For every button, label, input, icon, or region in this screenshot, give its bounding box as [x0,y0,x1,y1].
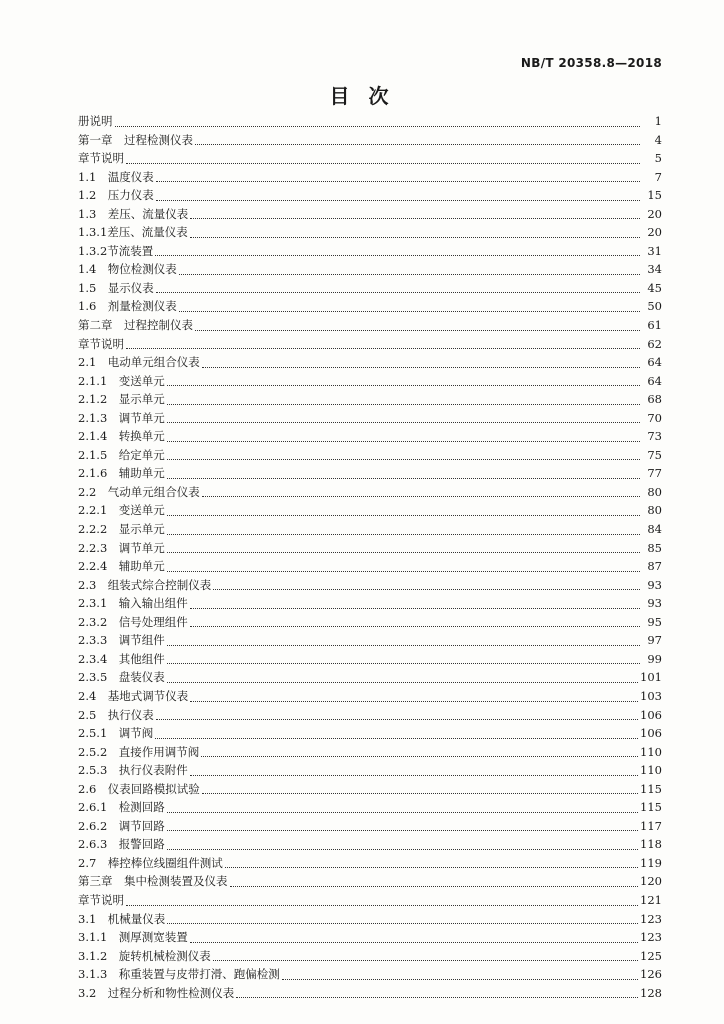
toc-leader-dots [201,756,638,757]
toc-leader-dots [167,459,640,460]
toc-leader-dots [179,311,640,312]
toc-entry[interactable] [72,520,662,539]
toc-leader-dots [202,496,640,497]
toc-leader-dots [190,218,640,219]
toc-entry-label: 1.3.1差压、流量仪表 [78,225,188,240]
toc-entry-page-number: 85 [647,540,662,555]
toc-entry[interactable] [72,316,662,335]
toc-entry[interactable] [72,557,662,576]
toc-entry-page-number: 99 [647,651,662,666]
toc-leader-dots [155,738,638,739]
toc-entry[interactable] [72,501,662,520]
toc-leader-dots [225,867,638,868]
toc-entry-label: 2.2 气动单元组合仪表 [78,484,200,499]
toc-entry-page-number: 128 [640,985,662,1000]
toc-entry[interactable] [72,706,662,725]
toc-entry-label: 2.1.1 变送单元 [78,373,165,388]
toc-entry-page-number: 123 [640,930,662,945]
toc-entry-label: 2.5 执行仪表 [78,707,154,722]
toc-entry-label: 2.5.1 调节阀 [78,726,154,741]
toc-entry[interactable] [72,427,662,446]
toc-entry-page-number: 126 [640,967,662,982]
toc-entry[interactable] [72,168,662,187]
toc-leader-dots [202,367,640,368]
toc-entry-page-number: 97 [647,633,662,648]
toc-entry-label: 章节说明 [78,336,124,351]
toc-entry[interactable] [72,891,662,910]
toc-entry-label: 2.6.2 调节回路 [78,818,165,833]
toc-entry-label: 2.3.1 输入输出组件 [78,596,188,611]
toc-entry-label: 2.6.3 报警回路 [78,837,165,852]
toc-entry[interactable] [72,279,662,298]
toc-entry-page-number: 101 [640,670,662,685]
toc-entry-page-number: 115 [640,781,662,796]
toc-leader-dots [126,163,640,164]
toc-leader-dots [167,422,640,423]
toc-leader-dots [167,645,640,646]
toc-entry[interactable] [72,872,662,891]
toc-entry[interactable] [72,613,662,632]
toc-entry-page-number: 106 [640,707,662,722]
toc-leader-dots [213,960,638,961]
toc-leader-dots [282,979,638,980]
toc-entry-page-number: 93 [647,577,662,592]
toc-entry-page-number: 20 [647,206,662,221]
toc-entry-label: 3.1.2 旋转机械检测仪表 [78,948,211,963]
toc-leader-dots [167,385,640,386]
toc-entry[interactable] [72,780,662,799]
toc-entry-page-number: 62 [647,336,662,351]
toc-entry-label: 1.3.2节流装置 [78,243,154,258]
toc-entry[interactable] [72,576,662,595]
toc-entry-page-number: 121 [640,892,662,907]
toc-leader-dots [115,126,641,127]
toc-entry-page-number: 84 [647,522,662,537]
toc-entry-label: 2.1.3 调节单元 [78,410,165,425]
toc-entry-label: 2.3.5 盘装仪表 [78,670,165,685]
toc-leader-dots [167,663,640,664]
toc-entry-page-number: 68 [647,392,662,407]
toc-entry[interactable] [72,186,662,205]
toc-leader-dots [155,255,640,256]
toc-entry-label: 2.3.2 信号处理组件 [78,614,188,629]
toc-entry-page-number: 95 [647,614,662,629]
toc-entry-page-number: 115 [640,800,662,815]
toc-entry-label: 1.1 温度仪表 [78,169,154,184]
toc-entry-label: 2.2.4 辅助单元 [78,559,165,574]
toc-entry-label: 2.3 组装式综合控制仪表 [78,577,212,592]
toc-entry-page-number: 119 [640,855,662,870]
toc-entry[interactable] [72,112,662,131]
toc-leader-dots [195,330,640,331]
toc-entry[interactable] [72,687,662,706]
toc-leader-dots [156,719,638,720]
toc-entry-label: 2.4 基地式调节仪表 [78,688,189,703]
toc-entry[interactable] [72,539,662,558]
toc-entry-page-number: 64 [647,355,662,370]
toc-leader-dots [156,292,640,293]
toc-entry-label: 第三章 集中检测装置及仪表 [78,874,228,889]
toc-entry[interactable] [72,668,662,687]
toc-entry-label: 3.2 过程分析和物性检测仪表 [78,985,235,1000]
toc-leader-dots [195,144,640,145]
page-title: 目 次 [329,84,395,108]
toc-entry-page-number: 64 [647,373,662,388]
toc-entry-label: 1.6 剂量检测仪表 [78,299,177,314]
toc-entry-label: 2.2.2 显示单元 [78,522,165,537]
toc-entry-label: 2.1 电动单元组合仪表 [78,355,200,370]
toc-entry-page-number: 77 [647,466,662,481]
toc-entry-page-number: 80 [647,503,662,518]
toc-entry[interactable] [72,483,662,502]
table-of-contents [72,112,662,1002]
toc-entry-page-number: 103 [640,688,662,703]
toc-leader-dots [190,775,638,776]
toc-leader-dots [126,348,640,349]
toc-entry[interactable] [72,594,662,613]
toc-leader-dots [156,181,640,182]
toc-entry-page-number: 4 [654,132,662,147]
toc-entry-label: 2.2.3 调节单元 [78,540,165,555]
toc-entry-label: 2.2.1 变送单元 [78,503,165,518]
standard-number: NB/T 20358.8—2018 [520,56,662,70]
toc-entry[interactable] [72,242,662,261]
toc-entry[interactable] [72,390,662,409]
toc-entry-page-number: 5 [654,151,662,166]
toc-entry[interactable] [72,260,662,279]
toc-leader-dots [167,571,640,572]
toc-entry-page-number: 15 [647,188,662,203]
toc-entry-page-number: 50 [647,299,662,314]
toc-entry[interactable] [72,335,662,354]
toc-leader-dots [167,849,638,850]
toc-leader-dots [167,552,640,553]
toc-entry-page-number: 7 [654,169,662,184]
toc-entry-page-number: 106 [640,726,662,741]
toc-entry[interactable] [72,409,662,428]
toc-entry-page-number: 61 [647,318,662,333]
toc-entry-page-number: 1 [654,114,662,128]
toc-entry[interactable] [72,724,662,743]
toc-leader-dots [167,534,640,535]
toc-leader-dots [202,793,638,794]
toc-leader-dots [190,237,640,238]
toc-leader-dots [190,626,640,627]
toc-entry-label: 2.3.3 调节组件 [78,633,165,648]
toc-entry-page-number: 118 [640,837,662,852]
toc-entry-page-number: 20 [647,225,662,240]
toc-leader-dots [190,608,640,609]
toc-entry[interactable] [72,761,662,780]
toc-entry[interactable] [72,205,662,224]
toc-entry-label: 2.1.2 显示单元 [78,392,165,407]
toc-entry[interactable] [72,464,662,483]
toc-entry-label: 册说明 [78,114,113,128]
toc-entry-label: 第一章 过程检测仪表 [78,132,193,147]
toc-entry[interactable] [72,965,662,984]
toc-leader-dots [167,441,640,442]
toc-entry-label: 3.1.3 称重装置与皮带打滑、跑偏检测 [78,967,280,982]
toc-entry[interactable] [72,650,662,669]
toc-entry[interactable] [72,947,662,966]
toc-leader-dots [167,478,640,479]
toc-entry-label: 章节说明 [78,151,124,166]
toc-entry-label: 2.1.5 给定单元 [78,447,165,462]
toc-entry-page-number: 87 [647,559,662,574]
toc-entry-page-number: 93 [647,596,662,611]
toc-entry-label: 3.1 机械量仪表 [78,911,166,926]
toc-leader-dots [190,942,638,943]
toc-entry[interactable] [72,928,662,947]
toc-entry-label: 章节说明 [78,892,124,907]
toc-leader-dots [179,274,640,275]
toc-entry[interactable] [72,798,662,817]
toc-entry[interactable] [72,817,662,836]
toc-entry-page-number: 70 [647,410,662,425]
toc-entry[interactable] [72,446,662,465]
toc-leader-dots [167,923,638,924]
toc-leader-dots [156,200,640,201]
toc-leader-dots [167,812,638,813]
toc-entry[interactable] [72,131,662,150]
toc-entry-label: 2.1.6 辅助单元 [78,466,165,481]
toc-entry-label: 3.1.1 测厚测宽装置 [78,930,188,945]
toc-entry-page-number: 123 [640,911,662,926]
toc-leader-dots [190,701,638,702]
toc-entry-page-number: 73 [647,429,662,444]
toc-entry-page-number: 110 [640,763,662,778]
toc-entry-page-number: 31 [647,243,662,258]
toc-entry-label: 1.3 差压、流量仪表 [78,206,189,221]
toc-entry-label: 1.4 物位检测仪表 [78,262,177,277]
toc-leader-dots [213,589,640,590]
toc-entry[interactable] [72,372,662,391]
toc-entry-page-number: 80 [647,484,662,499]
toc-leader-dots [126,905,638,906]
toc-entry[interactable] [72,743,662,762]
toc-entry-label: 1.2 压力仪表 [78,188,154,203]
toc-entry-label: 2.3.4 其他组件 [78,651,165,666]
toc-entry-label: 2.7 棒控棒位线圈组件测试 [78,855,223,870]
toc-entry-label: 2.1.4 转换单元 [78,429,165,444]
toc-entry-label: 1.5 显示仪表 [78,280,154,295]
toc-entry-page-number: 117 [640,818,662,833]
toc-entry-label: 2.5.2 直接作用调节阀 [78,744,200,759]
toc-entry[interactable] [72,223,662,242]
toc-entry-page-number: 45 [647,280,662,295]
toc-entry-label: 第二章 过程控制仪表 [78,318,193,333]
toc-entry-page-number: 110 [640,744,662,759]
toc-entry[interactable] [72,984,662,1003]
toc-entry[interactable] [72,835,662,854]
toc-entry[interactable] [72,149,662,168]
toc-leader-dots [167,515,640,516]
toc-leader-dots [167,682,638,683]
toc-entry-label: 2.6.1 检测回路 [78,800,165,815]
toc-entry[interactable] [72,353,662,372]
toc-entry[interactable] [72,910,662,929]
toc-entry-page-number: 34 [647,262,662,277]
toc-entry-page-number: 120 [640,874,662,889]
toc-entry[interactable] [72,854,662,873]
toc-entry-label: 2.6 仪表回路模拟试验 [78,781,200,796]
toc-entry-page-number: 125 [640,948,662,963]
toc-leader-dots [236,997,638,998]
toc-leader-dots [230,886,639,887]
toc-entry[interactable] [72,631,662,650]
toc-leader-dots [167,830,638,831]
toc-entry-label: 2.5.3 执行仪表附件 [78,763,188,778]
toc-leader-dots [167,404,640,405]
toc-entry[interactable] [72,297,662,316]
toc-entry-page-number: 75 [647,447,662,462]
